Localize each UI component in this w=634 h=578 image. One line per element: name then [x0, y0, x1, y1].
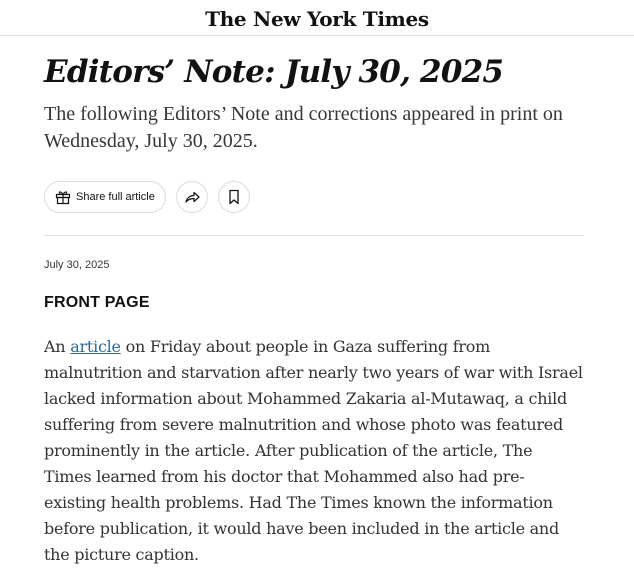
- article-toolbar: [44, 181, 250, 213]
- share-button-label: Share full article: [76, 191, 155, 203]
- bookmark-icon: [226, 188, 242, 206]
- publish-date: July 30, 2025: [44, 259, 110, 271]
- save-bookmark-button[interactable]: [218, 181, 250, 213]
- masthead: [0, 0, 634, 36]
- body-prefix: An: [44, 337, 71, 356]
- section-heading: FRONT PAGE: [44, 294, 150, 311]
- nyt-logo[interactable]: The New York Times: [205, 6, 429, 31]
- headline: Editors’ Note: July 30, 2025: [44, 54, 504, 90]
- gift-icon: [54, 188, 72, 206]
- share-button[interactable]: [176, 181, 208, 213]
- article-body: [44, 334, 584, 568]
- divider: [44, 235, 584, 236]
- article-link[interactable]: article: [70, 337, 121, 356]
- article-summary: The following Editors’ Note and corrections appeared in print on Wednesday, July 30, 2025.: [44, 103, 563, 152]
- share-arrow-icon: [183, 188, 201, 206]
- body-text: on Friday about people in Gaza suffering from malnutrition and starvation after nearly two years of war with Israel lacked information about Mohammed Zakaria al-Mutawaq, a child suffering from severe malnutrition and whose photo was featured prominently in the article. After publication of the article, The Times learned from his doctor that Mohammed also had pre-existing health problems. Had The Times known the information before publication, it would have been included in the article and the picture caption.: [44, 337, 583, 564]
- share-full-article-button[interactable]: [44, 181, 166, 213]
